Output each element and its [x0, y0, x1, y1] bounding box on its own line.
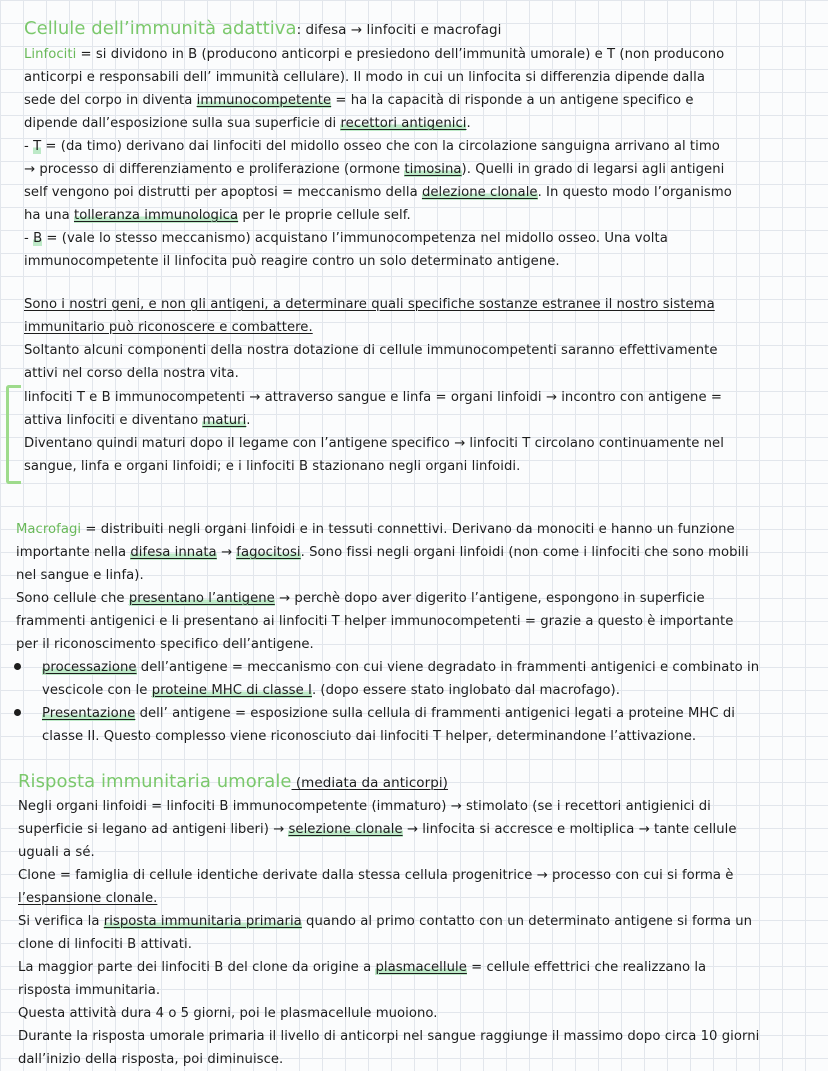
- text-line: uguali a sé.: [18, 845, 95, 860]
- text-span: . In questo modo l’organismo: [537, 185, 732, 200]
- text-line: risposta immunitaria.: [18, 983, 161, 998]
- text-line: [24, 43, 818, 66]
- bullet-line: [42, 702, 818, 725]
- text-span: dipende dall’esposizione sulla sua superficie di: [24, 116, 341, 131]
- text-span: → processo di differenziamento e proliferazione (ormone: [24, 162, 405, 177]
- text-line: [16, 587, 818, 610]
- highlight-term: difesa innata: [130, 545, 217, 560]
- text-line: [18, 956, 818, 979]
- highlight-term: timosina: [404, 162, 462, 177]
- text-line: [18, 910, 818, 933]
- highlight-term: B: [33, 231, 43, 246]
- text-span: attiva linfociti e diventano: [24, 413, 203, 428]
- highlight-term: risposta immunitaria primaria: [103, 914, 302, 929]
- text-line: [24, 227, 818, 250]
- highlight-term: recettori antigenici: [340, 116, 467, 131]
- text-line: [24, 112, 818, 135]
- bullet-icon: [14, 663, 21, 670]
- text-line: [16, 518, 818, 541]
- text-span: → perchè dopo aver digerito l’antigene, espongono in superficie: [274, 591, 705, 606]
- text-line: [18, 887, 818, 910]
- highlight-term: plasmacellule: [375, 960, 467, 975]
- text-line: Diventano quindi maturi dopo il legame con l’antigene specifico → linfociti T circolano continuamente nel: [24, 436, 724, 451]
- text-span: -: [24, 231, 34, 246]
- text-span: La maggior parte dei linfociti B del clone da origine a: [18, 960, 376, 975]
- text-line: [24, 293, 818, 316]
- bullet-line: [42, 656, 818, 679]
- text-span: →: [216, 545, 237, 560]
- text-line: [18, 818, 818, 841]
- text-span: per le proprie cellule self.: [238, 208, 411, 223]
- highlight-term: immunocompetente: [196, 93, 332, 108]
- text-span: . Sono fissi negli organi linfoidi (non come i linfociti che sono mobili: [300, 545, 749, 560]
- text-line: [24, 158, 818, 181]
- underlined-text: Sono i nostri geni, e non gli antigeni, a determinare quali specifiche sostanze estranee il nostro sistema: [24, 297, 715, 312]
- text-span: = cellule effettrici che realizzano la: [466, 960, 707, 975]
- label-linfociti: Linfociti: [24, 47, 77, 62]
- text-span: = (vale lo stesso meccanismo) acquistano l’immunocompetenza nel midollo osseo. Una volta: [42, 231, 668, 246]
- text-span: -: [24, 139, 34, 154]
- green-bracket-marker: [6, 385, 21, 484]
- text-span: quando al primo contatto con un determinato antigene si forma un: [301, 914, 753, 929]
- text-line: [24, 316, 818, 339]
- highlight-term: presentano l’antigene: [128, 591, 275, 606]
- text-line: [24, 89, 818, 112]
- text-span: dell’ antigene = esposizione sulla cellula di frammenti antigenici legati a proteine MHC di: [135, 706, 735, 721]
- text-line: attivi nel corso della nostra vita.: [24, 366, 239, 381]
- text-line: sangue, linfa e organi linfoidi; e i linfociti B stazionano negli organi linfoidi.: [24, 459, 521, 474]
- underlined-text: immunitario può riconoscere e combattere.: [24, 320, 313, 335]
- text-span: .: [246, 413, 251, 428]
- text-line: Negli organi linfoidi = linfociti B immunocompetente (immaturo) → stimolato (se i recettori antigienici di: [18, 799, 711, 814]
- text-line: Soltanto alcuni componenti della nostra dotazione di cellule immunocompetenti saranno effettivamente: [24, 343, 718, 358]
- text-span: ). Quelli in grado di legarsi agli antigeni: [461, 162, 725, 177]
- section-title-immunita-adattiva: [24, 17, 818, 43]
- text-span: dell’antigene = meccanismo con cui viene degradato in frammenti antigenici e combinato in: [136, 660, 760, 675]
- text-span: sede del corpo in diventa: [24, 93, 197, 108]
- highlight-term: Presentazione: [42, 706, 136, 721]
- highlight-term: maturi: [202, 413, 247, 428]
- bullet-line: classe II. Questo complesso viene riconosciuto dai linfociti T helper, determinandone l’attivazione.: [42, 729, 697, 744]
- underlined-text: l’espansione clonale.: [18, 891, 158, 906]
- text-span: = distribuiti negli organi linfoidi e in tessuti connettivi. Derivano da monociti e hanno un funzione: [81, 522, 735, 537]
- text-span: = ha la capacità di risponde a un antigene specifico e: [331, 93, 694, 108]
- text-span: superficie si legano ad antigeni liberi) →: [18, 822, 289, 837]
- highlight-term: fagocitosi: [236, 545, 301, 560]
- highlight-term: selezione clonale: [288, 822, 403, 837]
- highlight-term: tolleranza immunologica: [73, 208, 239, 223]
- text-line: dall’inizio della risposta, poi diminuisce.: [18, 1052, 284, 1067]
- text-span: vescicole con le: [42, 683, 152, 698]
- text-span: = si dividono in B (producono anticorpi e presiedono dell’immunità umorale) e T (non producono: [76, 47, 725, 62]
- highlight-term: proteine MHC di classe I: [151, 683, 312, 698]
- title-text: Cellule dell’immunità adattiva: [24, 18, 297, 39]
- text-line: [24, 409, 818, 432]
- title-subtitle: : difesa → linfociti e macrofagi: [296, 22, 502, 38]
- text-span: → linfocita si accresce e moltiplica → tante cellule: [402, 822, 737, 837]
- label-macrofagi: Macrofagi: [16, 522, 82, 537]
- highlight-term: processazione: [42, 660, 137, 675]
- text-line: per il riconoscimento specifico dell’antigene.: [16, 637, 314, 652]
- text-line: [24, 135, 818, 158]
- text-line: Durante la risposta umorale primaria il livello di anticorpi nel sangue raggiunge il massimo dopo circa 10 giorni: [18, 1029, 760, 1044]
- bullet-line: [42, 679, 818, 702]
- section-title-risposta-umorale: [18, 770, 818, 796]
- text-line: [16, 541, 818, 564]
- text-line: immunocompetente il linfocita può reagire contro un solo determinato antigene.: [24, 254, 560, 269]
- text-line: Questa attività dura 4 o 5 giorni, poi le plasmacellule muoiono.: [18, 1006, 438, 1021]
- text-span: . (dopo essere stato inglobato dal macrofago).: [311, 683, 620, 698]
- text-span: .: [466, 116, 471, 131]
- text-line: nel sangue e linfa).: [16, 568, 144, 583]
- bullet-icon: [14, 709, 21, 716]
- text-span: = (da timo) derivano dai linfociti del midollo osseo che con la circolazione sanguigna arrivano al timo: [41, 139, 720, 154]
- text-line: Clone = famiglia di cellule identiche derivate dalla stessa cellula progenitrice → processo con cui si forma è: [18, 868, 734, 883]
- title-subtitle: (mediata da anticorpi): [291, 775, 448, 791]
- highlight-term: T: [33, 139, 42, 154]
- text-span: importante nella: [16, 545, 131, 560]
- text-span: self vengono poi distrutti per apoptosi = meccanismo della: [24, 185, 422, 200]
- text-span: Si verifica la: [18, 914, 104, 929]
- text-line: frammenti antigenici e li presentano ai linfociti T helper immunocompetenti = grazie a questo è importante: [16, 614, 734, 629]
- highlight-term: delezione clonale: [421, 185, 538, 200]
- text-line: [24, 181, 818, 204]
- text-span: Sono cellule che: [16, 591, 129, 606]
- text-line: clone di linfociti B attivati.: [18, 937, 192, 952]
- text-line: anticorpi e responsabili dell’ immunità cellulare). Il modo in cui un linfocita si differenzia dipende dalla: [24, 70, 705, 85]
- text-line: [24, 204, 818, 227]
- text-line: linfociti T e B immunocompetenti → attraverso sangue e linfa = organi linfoidi → incontro con antigene =: [24, 390, 722, 405]
- title-text: Risposta immunitaria umorale: [18, 771, 292, 792]
- text-span: ha una: [24, 208, 74, 223]
